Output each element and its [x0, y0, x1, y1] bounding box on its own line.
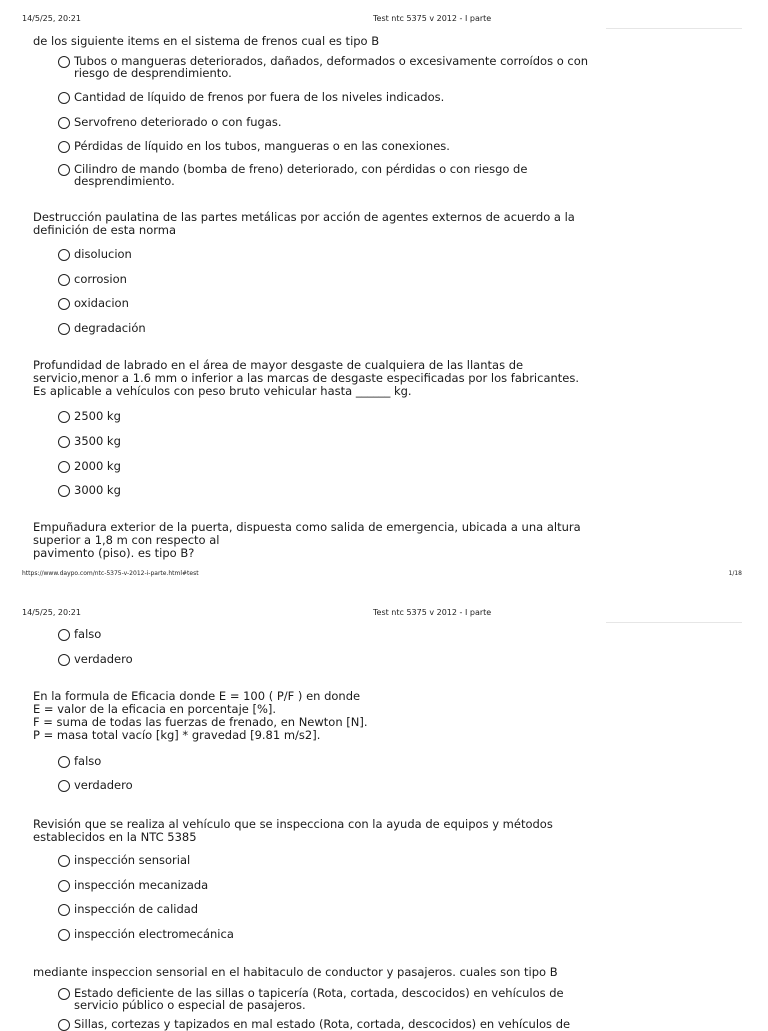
radio-button[interactable] [58, 629, 70, 641]
question-2-line-2: definición de esta norma [33, 223, 177, 237]
q7-option-2[interactable] [58, 1018, 604, 1031]
question-2-line-1: Destrucción paulatina de las partes metálicas por acción de agentes externos de acuerdo a la [33, 210, 575, 224]
q3-option-4[interactable] [58, 484, 604, 497]
option-label: Cilindro de mando (bomba de freno) deteriorado, con pérdidas o con riesgo de desprendimiento. [74, 162, 528, 188]
question-5-line-1: En la formula de Eficacia donde E = 100 ( P/F ) en donde [33, 689, 361, 703]
option-label: disolucion [74, 247, 132, 261]
print-date: 14/5/25, 20:21 [22, 608, 81, 617]
question-4-line-3: pavimento (piso). es tipo B? [33, 546, 195, 560]
q1-option-4[interactable] [58, 140, 604, 153]
q3-option-3[interactable] [58, 460, 604, 473]
q3-option-2[interactable] [58, 435, 604, 448]
radio-button[interactable] [58, 880, 70, 892]
question-1-text: de los siguiente items en el sistema de frenos cual es tipo B [33, 34, 380, 48]
question-5 [33, 690, 603, 742]
option-label: Cantidad de líquido de frenos por fuera de los niveles indicados. [74, 90, 445, 104]
radio-button[interactable] [58, 141, 70, 153]
radio-button[interactable] [58, 654, 70, 666]
question-4-line-1: Empuñadura exterior de la puerta, dispuesta como salida de emergencia, ubicada a una altura [33, 520, 581, 534]
page-number: 1/18 [728, 570, 742, 577]
radio-button[interactable] [58, 117, 70, 129]
question-4 [33, 521, 603, 560]
question-3-line-3: Es aplicable a vehículos con peso bruto vehicular hasta ______ kg. [33, 384, 412, 398]
option-label: corrosion [74, 272, 127, 286]
q1-option-1[interactable] [58, 55, 604, 79]
question-5-line-2: E = valor de la eficacia en porcentaje [%]. [33, 702, 277, 716]
option-label: verdadero [74, 652, 133, 666]
option-label: Estado deficiente de las sillas o tapicería (Rota, cortada, descocidos) en vehículos de servicio público o especial de pasajeros. [74, 986, 564, 1012]
q5-option-1[interactable] [58, 755, 604, 768]
header-rule [606, 622, 742, 623]
q2-option-3[interactable] [58, 297, 604, 310]
q1-option-2[interactable] [58, 91, 604, 104]
q6-option-1[interactable] [58, 854, 604, 867]
radio-button[interactable] [58, 855, 70, 867]
option-label: inspección sensorial [74, 853, 191, 867]
radio-button[interactable] [58, 92, 70, 104]
question-6-line-1: Revisión que se realiza al vehículo que se inspecciona con la ayuda de equipos y métodos [33, 817, 553, 831]
radio-button[interactable] [58, 411, 70, 423]
option-label: verdadero [74, 778, 133, 792]
question-3 [33, 359, 603, 398]
radio-button[interactable] [58, 904, 70, 916]
q6-option-3[interactable] [58, 903, 604, 916]
q2-option-2[interactable] [58, 273, 604, 286]
q2-option-4[interactable] [58, 322, 604, 335]
question-5-line-4: P = masa total vacío [kg] * gravedad [9.81 m/s2]. [33, 728, 321, 742]
question-3-line-2: servicio,menor a 1.6 mm o inferior a las marcas de desgaste especificadas por los fabricantes. [33, 371, 580, 385]
option-label: 2500 kg [74, 409, 121, 423]
radio-button[interactable] [58, 274, 70, 286]
radio-button[interactable] [58, 485, 70, 497]
question-7-text: mediante inspeccion sensorial en el habitaculo de conductor y pasajeros. cuales son tipo B [33, 965, 558, 979]
option-label: inspección de calidad [74, 902, 199, 916]
print-date: 14/5/25, 20:21 [22, 14, 81, 23]
radio-button[interactable] [58, 756, 70, 768]
radio-button[interactable] [58, 323, 70, 335]
option-label: 3500 kg [74, 434, 121, 448]
page-url: https://www.daypo.com/ntc-5375-v-2012-i-parte.html#test [22, 570, 199, 577]
radio-button[interactable] [58, 298, 70, 310]
q5-option-2[interactable] [58, 779, 604, 792]
question-6-line-2: establecidos en la NTC 5385 [33, 830, 197, 844]
print-title: Test ntc 5375 v 2012 - I parte [373, 608, 492, 617]
option-label: Tubos o mangueras deteriorados, dañados, deformados o excesivamente corroídos o con riesgo de desprendimiento. [74, 54, 589, 80]
radio-button[interactable] [58, 164, 70, 176]
q7-option-1[interactable] [58, 987, 604, 1011]
radio-button[interactable] [58, 988, 70, 1000]
option-label: Servofreno deteriorado o con fugas. [74, 115, 282, 129]
option-label: Sillas, cortezas y tapizados en mal estado (Rota, cortada, descocidos) en vehículos de [74, 1017, 571, 1031]
option-label: falso [74, 754, 102, 768]
option-label: falso [74, 627, 102, 641]
option-label: inspección mecanizada [74, 878, 209, 892]
print-title: Test ntc 5375 v 2012 - I parte [373, 14, 492, 23]
question-7 [33, 966, 603, 979]
option-label: oxidacion [74, 296, 129, 310]
radio-button[interactable] [58, 461, 70, 473]
option-label: inspección electromecánica [74, 927, 234, 941]
q4-option-2[interactable] [58, 653, 604, 666]
question-4-line-2: superior a 1,8 m con respecto al [33, 533, 220, 547]
radio-button[interactable] [58, 56, 70, 68]
question-5-line-3: F = suma de todas las fuerzas de frenado, en Newton [N]. [33, 715, 368, 729]
radio-button[interactable] [58, 249, 70, 261]
q6-option-4[interactable] [58, 928, 604, 941]
question-3-line-1: Profundidad de labrado en el área de mayor desgaste de cualquiera de las llantas de [33, 358, 524, 372]
option-label: 2000 kg [74, 459, 121, 473]
question-6 [33, 818, 603, 844]
radio-button[interactable] [58, 929, 70, 941]
q1-option-5[interactable] [58, 163, 604, 187]
q4-option-1[interactable] [58, 628, 604, 641]
question-1 [33, 35, 603, 48]
radio-button[interactable] [58, 780, 70, 792]
radio-button[interactable] [58, 436, 70, 448]
q6-option-2[interactable] [58, 879, 604, 892]
question-2 [33, 211, 603, 237]
q2-option-1[interactable] [58, 248, 604, 261]
option-label: degradación [74, 321, 146, 335]
header-rule [606, 28, 742, 29]
option-label: Pérdidas de líquido en los tubos, mangueras o en las conexiones. [74, 139, 450, 153]
radio-button[interactable] [58, 1019, 70, 1031]
q3-option-1[interactable] [58, 410, 604, 423]
option-label: 3000 kg [74, 483, 121, 497]
q1-option-3[interactable] [58, 116, 604, 129]
